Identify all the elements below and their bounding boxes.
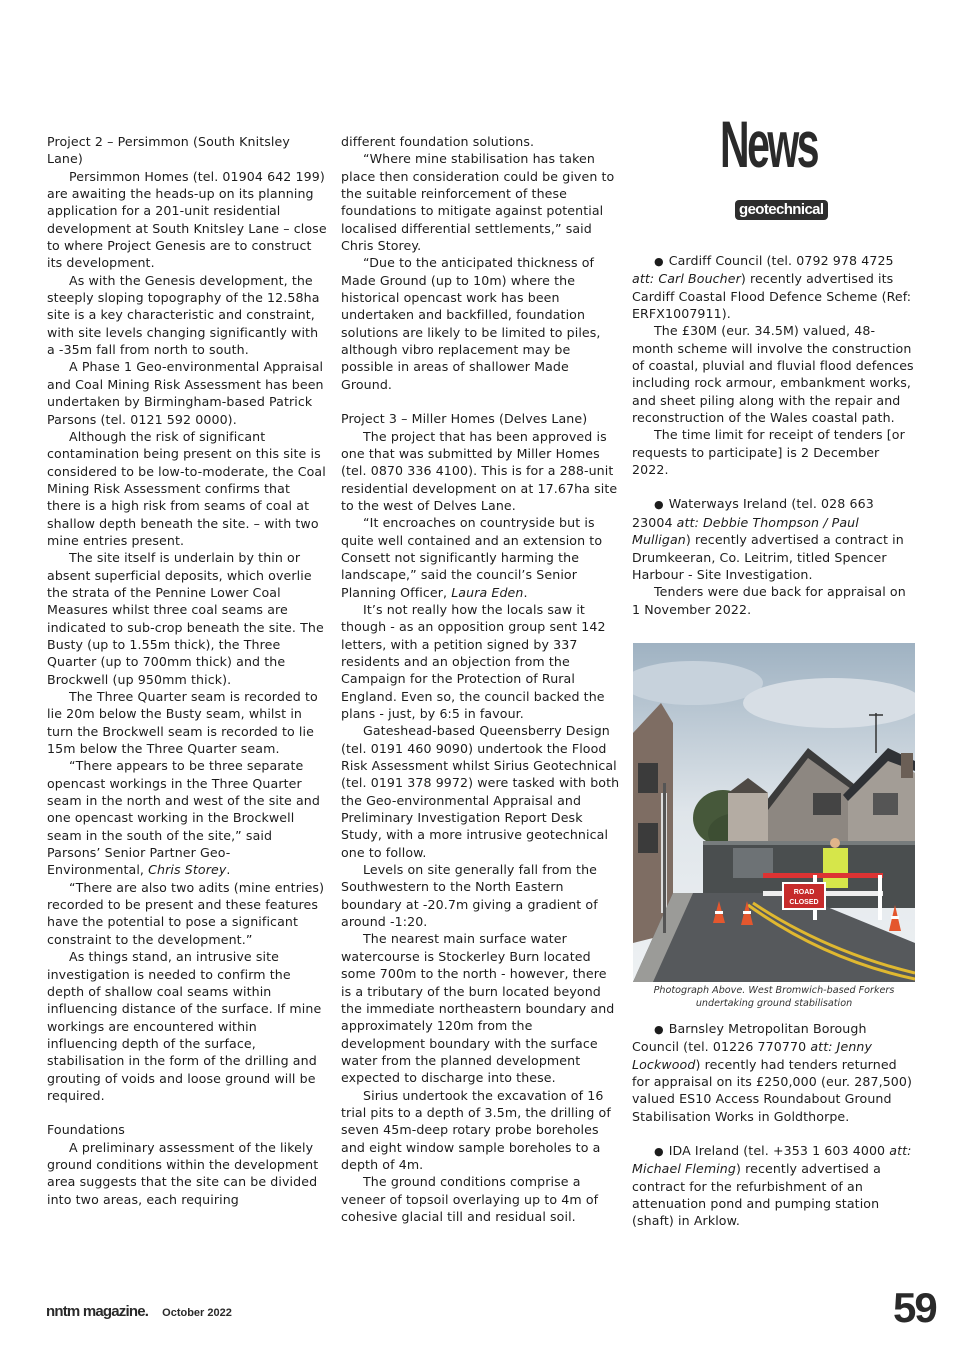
bullet-icon bbox=[654, 1021, 669, 1036]
subheading: Project 2 – Persimmon (South Knitsley Lane) bbox=[47, 134, 290, 167]
magazine-name: nntm magazine. bbox=[46, 1303, 149, 1320]
paragraph: Sirius undertook the excavation of 16 trial pits to a depth of 3.5m, the drilling of seven 45m-deep rotary probe boreholes and eight window sample boreholes to a depth of 4m. bbox=[341, 1087, 611, 1172]
paragraph: A preliminary assessment of the likely ground conditions within the development area suggests that the site can be divided into two areas, each requiring bbox=[47, 1139, 319, 1207]
bullet-icon bbox=[654, 496, 669, 511]
section-badge: geotechnical bbox=[735, 200, 828, 220]
subheading: Foundations bbox=[47, 1122, 125, 1138]
paragraph: The £30M (eur. 34.5M) valued, 48-month scheme will involve the construction of coastal, pluvial and fluvial flood defences including rock armour, embankment works, and sheet piling along with the repair and reconstruction of the Wales coastal path. bbox=[632, 323, 914, 426]
news-column bbox=[632, 252, 915, 618]
news-column-lower bbox=[632, 1020, 915, 1230]
paragraph: Persimmon Homes (tel. 01904 642 199) are awaiting the heads-up on its planning application for a 201-unit residential development at South Knitsley Lane – close to where Project Genesis are to construct its development. bbox=[47, 168, 327, 271]
paragraph: The time limit for receipt of tenders [or requests to participate] is 2 December 2022. bbox=[632, 427, 905, 478]
paragraph: “There are also two adits (mine entries) recorded to be present and these features have the potential to pose a significant constraint to the development.” bbox=[47, 879, 325, 947]
paragraph: As things stand, an intrusive site investigation is needed to confirm the depth of shallow coal seams within influencing distance of the surface. If mine workings are encountered within influencing depth of the surface, stabilisation in the form of the drilling and grouting of voids and loose ground will be required. bbox=[47, 949, 322, 1103]
footer-magazine bbox=[46, 1303, 232, 1320]
paragraph: As with the Genesis development, the steeply sloping topography of the 12.58ha site is a key characteristic and constraint, with site levels changing significantly with a -35m fall from north to south. bbox=[47, 272, 320, 358]
paragraph bbox=[47, 757, 327, 878]
quote-text: “It encroaches on countryside but is quite well contained and an extension to Consett not significantly harming the landscape,” said the council’s Senior Planning Officer, bbox=[341, 515, 603, 600]
issue-date: October 2022 bbox=[162, 1307, 232, 1319]
news-item-barnsley: ● Barnsley Metropolitan Borough Council (tel. 01226 770770 att: Jenny Lockwood) recently had tenders returned for appraisal on its £250,000 (eur. 287,500) valued ES10 Access Roundabout Ground Stabilisation Works in Goldthorpe. bbox=[632, 1020, 915, 1125]
paragraph: “Where mine stabilisation has taken place then consideration could be given to the suitable reinforcement of these foundations to mitigate against potential localised differential settlements,” said Chris Storey. bbox=[341, 151, 615, 254]
punctuation: . bbox=[226, 862, 231, 878]
sign-text-closed: CLOSED bbox=[789, 899, 819, 906]
street-scene-image bbox=[633, 643, 915, 982]
paragraph: It’s not really how the locals saw it though - as an opposition group sent 142 letters, with a petition signed by 337 residents and an objection from the Campaign for the Protection of Rural England. Even so, the council backed the plans - just, by 6:5 in favour. bbox=[341, 601, 606, 721]
paragraph: The project that has been approved is one that was submitted by Miller Homes (tel. 0870 336 4100). This is for a 288-unit residential development on at 17.67ha site to the west of Delves Lane. bbox=[341, 428, 618, 513]
person-name: Laura Eden bbox=[451, 584, 524, 600]
news-item-waterways: ● Waterways Ireland (tel. 028 663 23004 att: Debbie Thompson / Paul Mulligan) recently advertised a contract in Drumkeeran, Co. Leitrim, titled Spencer Harbour - Site Investigation. bbox=[632, 495, 915, 583]
paragraph: different foundation solutions. bbox=[341, 134, 535, 149]
paragraph: “Due to the anticipated thickness of Made Ground (up to 10m) where the historical opencast work has been undertaken and backfilled, foundation solutions are likely to be limited to piles, although vibro replacement may be possible in areas of shallower Made Ground. bbox=[341, 255, 601, 392]
paragraph: A Phase 1 Geo-environmental Appraisal and Coal Mining Risk Assessment has been undertaken by Birmingham-based Patrick Parsons (tel. 0121 592 0000). bbox=[47, 359, 324, 427]
section-title: News bbox=[720, 107, 817, 181]
bullet-icon bbox=[654, 253, 669, 268]
contact-name: att: Carl Boucher bbox=[632, 271, 741, 287]
paragraph: The site itself is underlain by thin or absent superficial deposits, which overlie the strata of the Pennine Lower Coal Measures whilst three coal seams are indicated to sub-crop beneath the site. The Busty (up to 1.55m thick), the Three Quarter (up to 700mm thick) and the Brockwell (up 950mm thick). bbox=[47, 550, 324, 687]
article-column-2 bbox=[341, 133, 620, 1225]
contact-name: att: Debbie Thompson / Paul Mulligan bbox=[632, 514, 859, 548]
paragraph: Although the risk of significant contamination being present on this site is considered to be low-to-moderate, the Coal Mining Risk Assessment confirms that there is a high risk from seams of coal at shallow depth beneath the site. – with two mine entries present. bbox=[47, 428, 326, 548]
site-photo bbox=[633, 643, 915, 982]
page-number: 59 bbox=[893, 1284, 936, 1331]
paragraph: Gateshead-based Queensberry Design (tel. 0191 460 9090) undertook the Flood Risk Assessment whilst Sirius Geotechnical (tel. 0191 378 9972) were tasked with both the Geo-environmental Appraisal and Preliminary Investigation Report Desk Study, with a more intrusive geotechnical one to follow. bbox=[341, 723, 620, 860]
sign-text-road: ROAD bbox=[793, 889, 815, 896]
photo-caption: Photograph Above. West Bromwich-based Forkers undertaking ground stabilisation bbox=[653, 985, 895, 1009]
quote-text: “There appears to be three separate opencast workings in the Three Quarter seam in the north and west of the site and one opencast working in the Brockwell seam in the south of the site,” said Parsons’ Senior Partner Geo-Environmental, bbox=[47, 758, 320, 878]
article-column-1 bbox=[47, 133, 327, 1208]
punctuation: . bbox=[523, 584, 528, 600]
paragraph bbox=[341, 514, 620, 601]
bullet-icon bbox=[654, 1143, 669, 1158]
contact-name: att: Michael Fleming bbox=[632, 1143, 912, 1177]
paragraph: The Three Quarter seam is recorded to lie 20m below the Busty seam, whilst in turn the Brockwell seam is recorded to lie 15m below the Three Quarter seam. bbox=[47, 689, 318, 757]
subheading: Project 3 – Miller Homes (Delves Lane) bbox=[341, 411, 588, 427]
news-item-cardiff: ● Cardiff Council (tel. 0792 978 4725 att: Carl Boucher) recently advertised its Cardiff Coastal Flood Defence Scheme (Ref: ERFX1007911). bbox=[632, 252, 915, 322]
paragraph: The ground conditions comprise a veneer of topsoil overlaying up to 4m of cohesive glacial till and residual soil. bbox=[341, 1174, 599, 1224]
person-name: Chris Storey bbox=[148, 862, 227, 878]
news-item-ida-ireland: ● IDA Ireland (tel. +353 1 603 4000 att: Michael Fleming) recently advertised a contract for the refurbishment of an attenuation pond and pumping station (shaft) in Arklow. bbox=[632, 1142, 915, 1230]
contact-name: att: Jenny Lockwood bbox=[632, 1039, 873, 1072]
paragraph: Tenders were due back for appraisal on 1 November 2022. bbox=[632, 584, 906, 617]
paragraph: The nearest main surface water watercourse is Stockerley Burn located some 700m to the north - however, there is a tributary of the burn located beyond the immediate northeastern boundary and approximately 120m from the development boundary with the surface water from the planned development expected to discharge into these. bbox=[341, 931, 615, 1086]
paragraph: Levels on site generally fall from the Southwestern to the North Eastern boundary at -20.7m giving a gradient of around -1:20. bbox=[341, 862, 598, 930]
